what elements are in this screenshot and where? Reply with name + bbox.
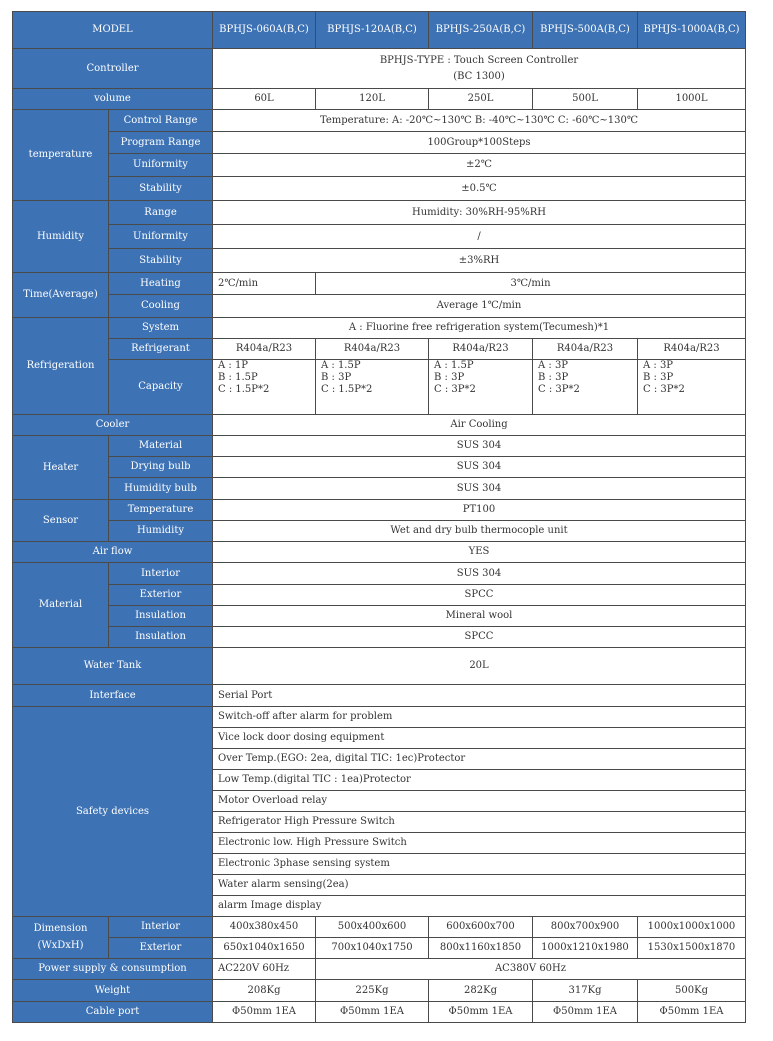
drying-bulb-value: SUS 304 [213,457,746,478]
dimension-exterior-value: 1530x1500x1870 [638,938,746,959]
time-row [13,295,746,318]
sensor-row [13,500,746,521]
weight-row [13,980,746,1002]
temperature-row [13,110,746,132]
material-row [13,585,746,606]
material-interior-label: Interior [109,563,213,585]
cooler-row [13,415,746,436]
power-value-small: AC220V 60Hz [213,959,316,980]
humidity-bulb-label: Humidity bulb [109,478,213,500]
material-exterior-value: SPCC [213,585,746,606]
humidity-stability-label: Stability [109,249,213,273]
model-label: MODEL [13,12,213,49]
air-flow-value: YES [213,542,746,563]
heater-row [13,457,746,478]
temperature-row [13,132,746,154]
cable-port-value: Φ50mm 1EA [638,1002,746,1023]
safety-row [13,707,746,728]
safety-item: Electronic low. High Pressure Switch [213,833,746,854]
time-label: Time(Average) [13,273,109,318]
cable-port-value: Φ50mm 1EA [429,1002,533,1023]
humidity-stability-value: ±3%RH [213,249,746,273]
volume-value: 1000L [638,89,746,110]
material-label: Material [13,563,109,648]
safety-item: Refrigerator High Pressure Switch [213,812,746,833]
humidity-range-label: Range [109,201,213,225]
controller-line1: BPHJS-TYPE : Touch Screen Controller [379,54,579,66]
safety-item: Switch-off after alarm for problem [213,707,746,728]
humidity-row [13,201,746,225]
dimension-row [13,917,746,938]
humidity-row [13,225,746,249]
dimension-exterior-value: 700x1040x1750 [316,938,429,959]
safety-item: Over Temp.(EGO: 2ea, digital TIC: 1ec)Protector [213,749,746,770]
sensor-temperature-value: PT100 [213,500,746,521]
capacity-value: A : 3P B : 3P C : 3P*2 [638,360,746,415]
humidity-range-value: Humidity: 30%RH-95%RH [213,201,746,225]
temperature-row [13,177,746,201]
weight-value: 282Kg [429,980,533,1002]
interface-value: Serial Port [213,685,746,707]
drying-bulb-label: Drying bulb [109,457,213,478]
weight-value: 208Kg [213,980,316,1002]
interface-row [13,685,746,707]
weight-label: Weight [13,980,213,1002]
control-range-value: Temperature: A: -20℃~130℃ B: -40℃~130℃ C: -60℃~130℃ [213,110,746,132]
cooling-value: Average 1℃/min [213,295,746,318]
temperature-label: temperature [13,110,109,201]
dimension-exterior-label: Exterior [109,938,213,959]
model-name: BPHJS-500A(B,C) [533,12,638,49]
sensor-label: Sensor [13,500,109,542]
cable-port-value: Φ50mm 1EA [316,1002,429,1023]
controller-row [13,49,746,89]
refrigeration-row [13,360,746,415]
sensor-humidity-label: Humidity [109,521,213,542]
cooling-label: Cooling [109,295,213,318]
spec-table [12,11,746,1023]
heater-material-label: Material [109,436,213,457]
humidity-uniformity-label: Uniformity [109,225,213,249]
heating-value-small: 2℃/min [213,273,316,295]
material-row [13,627,746,648]
model-name: BPHJS-1000A(B,C) [638,12,746,49]
air-flow-row [13,542,746,563]
weight-value: 500Kg [638,980,746,1002]
cable-port-value: Φ50mm 1EA [213,1002,316,1023]
safety-label: Safety devices [13,707,213,917]
temp-stability-label: Stability [109,177,213,201]
volume-value: 250L [429,89,533,110]
dimension-interior-label: Interior [109,917,213,938]
model-name: BPHJS-250A(B,C) [429,12,533,49]
volume-label: volume [13,89,213,110]
time-row [13,273,746,295]
interface-label: Interface [13,685,213,707]
temp-uniformity-label: Uniformity [109,154,213,177]
safety-item: Motor Overload relay [213,791,746,812]
cable-port-value: Φ50mm 1EA [533,1002,638,1023]
insulation-label: Insulation [109,606,213,627]
dimension-interior-value: 400x380x450 [213,917,316,938]
material-row [13,563,746,585]
capacity-value: A : 1P B : 1.5P C : 1.5P*2 [213,360,316,415]
cooler-label: Cooler [13,415,213,436]
dimension-interior-value: 1000x1000x1000 [638,917,746,938]
capacity-value: A : 3P B : 3P C : 3P*2 [533,360,638,415]
refrigeration-row [13,339,746,360]
cable-port-row [13,1002,746,1023]
temp-uniformity-value: ±2℃ [213,154,746,177]
power-value-rest: AC380V 60Hz [316,959,746,980]
program-range-value: 100Group*100Steps [213,132,746,154]
sensor-temperature-label: Temperature [109,500,213,521]
heating-label: Heating [109,273,213,295]
capacity-value: A : 1.5P B : 3P C : 3P*2 [429,360,533,415]
safety-item: Vice lock door dosing equipment [213,728,746,749]
dimension-interior-value: 600x600x700 [429,917,533,938]
model-row [13,12,746,49]
humidity-row [13,249,746,273]
weight-value: 225Kg [316,980,429,1002]
refrigeration-row [13,318,746,339]
heater-label: Heater [13,436,109,500]
temp-stability-value: ±0.5℃ [213,177,746,201]
controller-value [213,49,746,89]
heater-material-value: SUS 304 [213,436,746,457]
safety-item: Electronic 3phase sensing system [213,854,746,875]
air-flow-label: Air flow [13,542,213,563]
control-range-label: Control Range [109,110,213,132]
insulation-label: Insulation [109,627,213,648]
model-name: BPHJS-060A(B,C) [213,12,316,49]
water-tank-value: 20L [213,648,746,685]
safety-item: Low Temp.(digital TIC : 1ea)Protector [213,770,746,791]
material-row [13,606,746,627]
dimension-interior-value: 500x400x600 [316,917,429,938]
refrigerant-value: R404a/R23 [316,339,429,360]
refrigerant-value: R404a/R23 [533,339,638,360]
material-exterior-label: Exterior [109,585,213,606]
insulation-value: Mineral wool [213,606,746,627]
temperature-row [13,154,746,177]
water-tank-label: Water Tank [13,648,213,685]
capacity-value: A : 1.5P B : 3P C : 1.5P*2 [316,360,429,415]
weight-value: 317Kg [533,980,638,1002]
dimension-label: Dimension (WxDxH) [13,917,109,959]
humidity-bulb-value: SUS 304 [213,478,746,500]
dimension-interior-value: 800x700x900 [533,917,638,938]
controller-label: Controller [13,49,213,89]
power-row [13,959,746,980]
sensor-row [13,521,746,542]
volume-value: 120L [316,89,429,110]
heater-row [13,436,746,457]
refrigeration-label: Refrigeration [13,318,109,415]
water-tank-row [13,648,746,685]
power-label: Power supply & consumption [13,959,213,980]
dimension-exterior-value: 800x1160x1850 [429,938,533,959]
program-range-label: Program Range [109,132,213,154]
model-name: BPHJS-120A(B,C) [316,12,429,49]
heater-row [13,478,746,500]
refrigerant-value: R404a/R23 [429,339,533,360]
cable-port-label: Cable port [13,1002,213,1023]
capacity-label: Capacity [109,360,213,415]
volume-value: 60L [213,89,316,110]
dimension-exterior-value: 650x1040x1650 [213,938,316,959]
volume-value: 500L [533,89,638,110]
cooler-value: Air Cooling [213,415,746,436]
sensor-humidity-value: Wet and dry bulb thermocople unit [213,521,746,542]
dimension-exterior-value: 1000x1210x1980 [533,938,638,959]
dimension-row [13,938,746,959]
material-interior-value: SUS 304 [213,563,746,585]
insulation-value: SPCC [213,627,746,648]
controller-line2: (BC 1300) [453,70,505,82]
refrigerant-value: R404a/R23 [213,339,316,360]
heating-value-rest: 3℃/min [316,273,746,295]
safety-item: alarm Image display [213,896,746,917]
humidity-uniformity-value: / [213,225,746,249]
system-value: A : Fluorine free refrigeration system(Tecumesh)*1 [213,318,746,339]
humidity-label: Humidity [13,201,109,273]
safety-item: Water alarm sensing(2ea) [213,875,746,896]
refrigerant-label: Refrigerant [109,339,213,360]
volume-row [13,89,746,110]
system-label: System [109,318,213,339]
refrigerant-value: R404a/R23 [638,339,746,360]
